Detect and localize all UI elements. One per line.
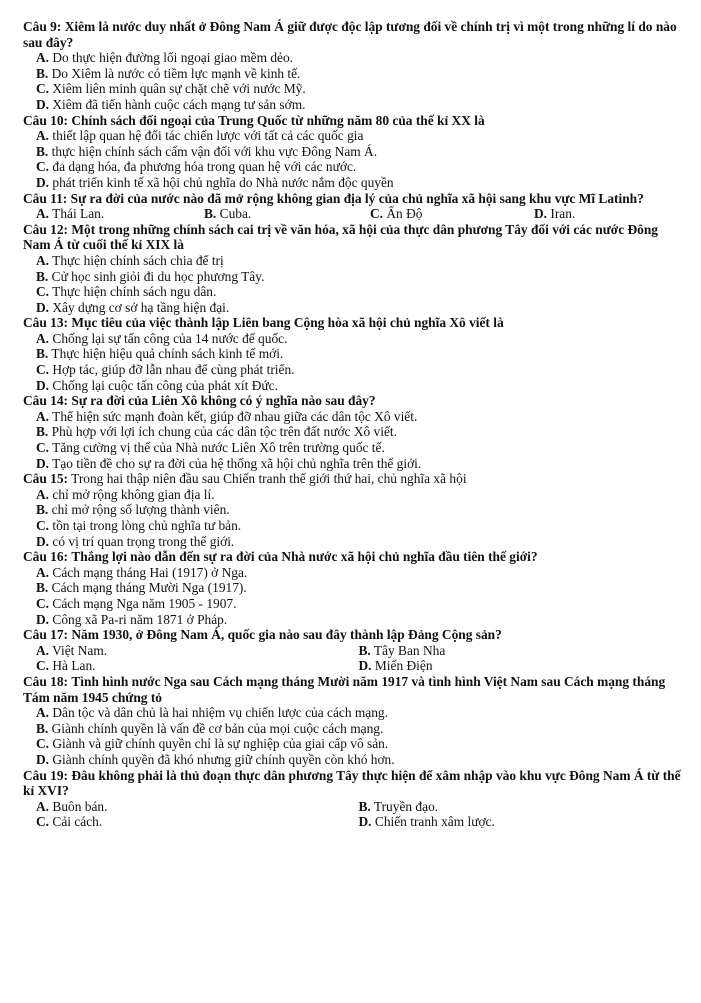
question-number: Câu 15: bbox=[23, 471, 69, 487]
option-a: A. Dân tộc và dân chủ là hai nhiệm vụ chiến lược của cách mạng. bbox=[36, 705, 388, 721]
question-number: Câu 9: bbox=[23, 19, 62, 34]
question-12 bbox=[0, 222, 701, 316]
option-a: A. Thực hiện chính sách chia để trị bbox=[36, 252, 224, 268]
question-stem bbox=[23, 191, 681, 207]
option-b: B. Tây Ban Nha bbox=[358, 642, 446, 658]
option-b: B. Giành chính quyền là vấn đề cơ bản của mọi cuộc cách mạng. bbox=[36, 720, 384, 736]
option-c: C. Cải cách. bbox=[36, 814, 103, 830]
question-text: Năm 1930, ở Đông Nam Á, quốc gia nào sau đây thành lập Đảng Cộng sản? bbox=[71, 627, 502, 643]
option-c: C. tồn tại trong lòng chủ nghĩa tư bản. bbox=[36, 518, 242, 533]
option-b: B. chỉ mở rộng số lượng thành viên. bbox=[36, 502, 230, 518]
option-d: D. Miến Điện bbox=[358, 658, 433, 674]
question-number: Câu 17: bbox=[23, 627, 69, 643]
question-10 bbox=[0, 113, 701, 191]
option-b: B. Cách mạng tháng Mười Nga (1917). bbox=[36, 580, 247, 596]
question-stem bbox=[23, 113, 681, 129]
option-d: D. Tạo tiền đề cho sự ra đời của hệ thống xã hội chủ nghĩa trên thế giới. bbox=[36, 455, 422, 471]
option-b: B. thực hiện chính sách cấm vận đối với khu vực Đông Nam Á. bbox=[36, 143, 378, 159]
option-c: C. Hợp tác, giúp đỡ lẫn nhau để cùng phát triển. bbox=[36, 362, 295, 378]
option-a: A. Do thực hiện đường lối ngoại giao mềm dẻo. bbox=[36, 50, 294, 66]
option-c: C. Ấn Độ bbox=[370, 206, 423, 222]
question-stem bbox=[23, 471, 681, 487]
option-d: D. Xây dựng cơ sở hạ tầng hiện đại. bbox=[36, 299, 230, 315]
option-a: A. Buôn bán. bbox=[36, 798, 108, 814]
question-stem bbox=[23, 627, 681, 643]
options-row bbox=[23, 799, 681, 815]
question-number: Câu 10: bbox=[23, 112, 69, 128]
question-text: Đâu không phải là thủ đoạn thực dân phương Tây thực hiện để xâm nhập vào khu vực Đông Nam Á từ thế kỉ XVI? bbox=[23, 767, 681, 799]
question-text: Chính sách đối ngoại của Trung Quốc từ những năm 80 của thế kỉ XX là bbox=[71, 112, 485, 128]
option-d: D. Iran. bbox=[534, 206, 576, 222]
question-13 bbox=[0, 315, 701, 393]
question-number: Câu 14: bbox=[23, 393, 69, 409]
option-a: A. Thể hiện sức mạnh đoàn kết, giúp đỡ nhau giữa các dân tộc Xô viết. bbox=[36, 408, 418, 424]
option-a: A. chỉ mở rộng không gian địa lí. bbox=[36, 486, 215, 502]
question-number: Câu 13: bbox=[23, 315, 69, 331]
question-text: Sự ra đời của nước nào đã mở rộng không gian địa lý của chủ nghĩa xã hội sang khu vực Mĩ Latinh? bbox=[70, 190, 644, 206]
question-17 bbox=[0, 627, 701, 674]
question-number: Câu 11: bbox=[23, 190, 68, 206]
option-c: C. đa dạng hóa, đa phương hóa trong quan hệ với các nước. bbox=[36, 159, 357, 175]
question-stem bbox=[23, 19, 681, 50]
options-row bbox=[23, 643, 681, 659]
option-b: B. Phù hợp với lợi ích chung của các dân tộc trên đất nước Xô viết. bbox=[36, 424, 397, 440]
option-c: C. Giành và giữ chính quyền chỉ là sự nghiệp của giai cấp vô sản. bbox=[36, 736, 389, 752]
option-d: D. Chiến tranh xâm lược. bbox=[358, 814, 495, 830]
option-b: B. Do Xiêm là nước có tiềm lực mạnh về kinh tế. bbox=[36, 65, 301, 81]
option-b: B. Thực hiện hiệu quả chính sách kinh tế mới. bbox=[36, 346, 284, 362]
question-number: Câu 19: bbox=[23, 767, 69, 783]
question-text: Trong hai thập niên đầu sau Chiến tranh thế giới thứ hai, chủ nghĩa xã hội bbox=[71, 471, 467, 487]
question-stem bbox=[23, 222, 681, 253]
option-d: D. phát triển kinh tế xã hội chủ nghĩa do Nhà nước nắm độc quyền bbox=[36, 174, 394, 190]
options-row bbox=[23, 206, 681, 222]
question-stem bbox=[23, 549, 681, 565]
options-row bbox=[23, 814, 681, 830]
question-14 bbox=[0, 393, 701, 471]
question-number: Câu 18: bbox=[23, 673, 69, 689]
question-text: Sự ra đời của Liên Xô không có ý nghĩa nào sau đây? bbox=[71, 393, 376, 409]
question-stem bbox=[23, 674, 681, 705]
question-18 bbox=[0, 674, 701, 768]
option-d: D. Công xã Pa-ri năm 1871 ở Pháp. bbox=[36, 611, 228, 627]
question-text: Tình hình nước Nga sau Cách mạng tháng Mười năm 1917 và tình hình Việt Nam sau Cách mạng tháng Tám năm 1945 chứng tỏ bbox=[23, 673, 666, 705]
option-b: B. Cuba. bbox=[204, 206, 252, 222]
option-a: A. Cách mạng tháng Hai (1917) ở Nga. bbox=[36, 564, 248, 580]
option-d: D. Xiêm đã tiến hành cuộc cách mạng tư sản sớm. bbox=[36, 96, 306, 112]
option-c: C. Thực hiện chính sách ngu dân. bbox=[36, 284, 217, 300]
question-9 bbox=[0, 19, 701, 113]
question-text: Thắng lợi nào dẫn đến sự ra đời của Nhà nước xã hội chủ nghĩa đầu tiên thế giới? bbox=[71, 549, 538, 565]
option-c: C. Xiêm liên minh quân sự chặt chẽ với nước Mỹ. bbox=[36, 81, 306, 97]
question-16 bbox=[0, 549, 701, 627]
option-d: D. có vị trí quan trọng trong thế giới. bbox=[36, 533, 235, 549]
question-number: Câu 16: bbox=[23, 549, 69, 565]
option-b: B. Cử học sinh giỏi đi du học phương Tây. bbox=[36, 268, 265, 284]
option-d: D. Giành chính quyền đã khó nhưng giữ chính quyền còn khó hơn. bbox=[36, 751, 395, 767]
question-text: Một trong những chính sách cai trị về văn hóa, xã hội của thực dân phương Tây đối với các nước Đông Nam Á từ cuối thế kỉ XIX là bbox=[23, 221, 658, 253]
option-a: A. thiết lập quan hệ đối tác chiến lược với tất cả các quốc gia bbox=[36, 128, 364, 144]
question-stem bbox=[23, 315, 681, 331]
question-text: Xiêm là nước duy nhất ở Đông Nam Á giữ được độc lập tương đối về chính trị vì một trong những lí do nào sau đây? bbox=[23, 19, 677, 50]
option-c: C. Cách mạng Nga năm 1905 - 1907. bbox=[36, 595, 237, 611]
question-number: Câu 12: bbox=[23, 221, 69, 237]
option-c: C. Hà Lan. bbox=[36, 658, 96, 674]
question-stem bbox=[23, 393, 681, 409]
option-d: D. Chống lại cuộc tấn công của phát xít Đức. bbox=[36, 377, 278, 393]
question-11 bbox=[0, 191, 701, 222]
option-a: A. Chống lại sự tấn công của 14 nước đế quốc. bbox=[36, 330, 288, 346]
question-15 bbox=[0, 471, 701, 549]
question-text: Mục tiêu của việc thành lập Liên bang Cộng hòa xã hội chủ nghĩa Xô viết là bbox=[71, 315, 504, 331]
question-19 bbox=[0, 768, 701, 830]
option-b: B. Truyền đạo. bbox=[358, 798, 439, 814]
option-a: A. Thái Lan. bbox=[36, 206, 105, 222]
option-c: C. Tăng cường vị thế của Nhà nước Liên Xô trên trường quốc tế. bbox=[36, 440, 385, 456]
question-stem bbox=[23, 768, 681, 799]
options-row bbox=[23, 658, 681, 674]
option-a: A. Việt Nam. bbox=[36, 642, 108, 658]
